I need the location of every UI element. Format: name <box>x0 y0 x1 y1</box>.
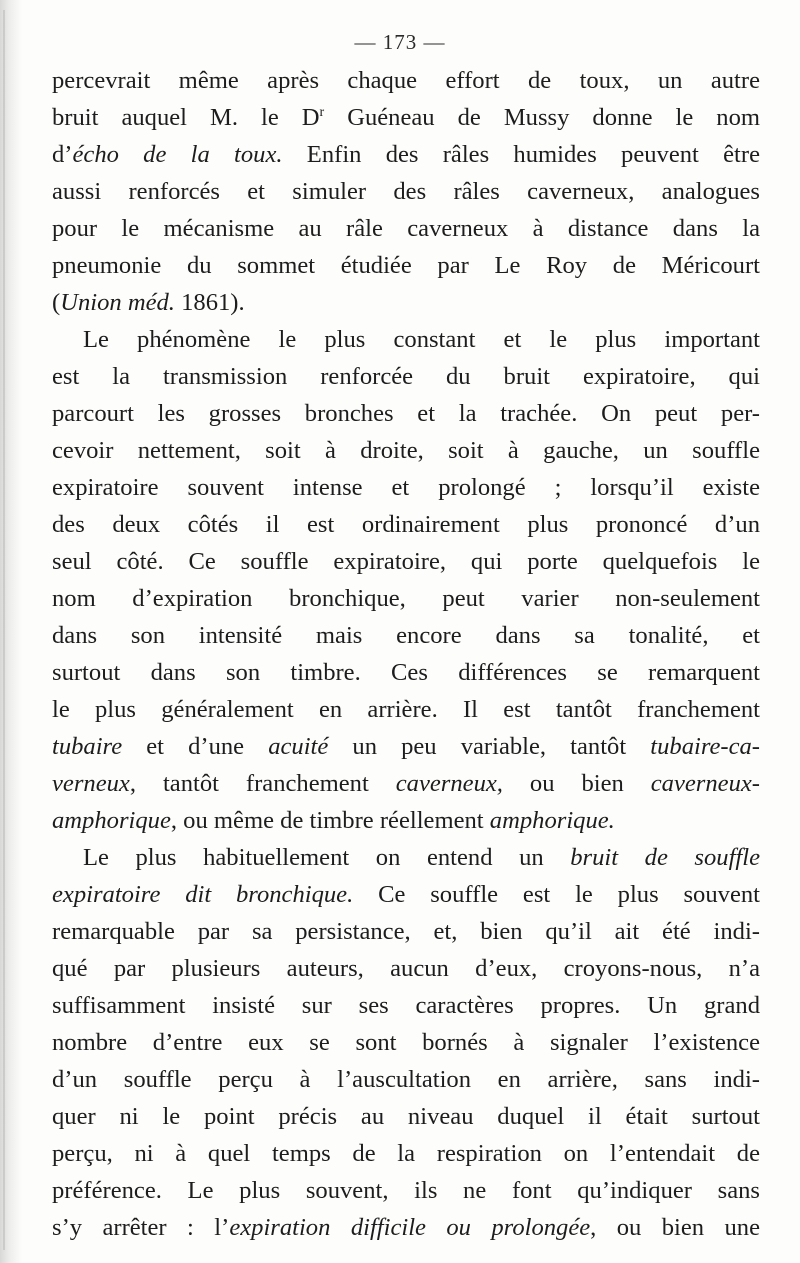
text-segment: expiratoire souvent intense et prolongé ; lorsqu’il existe <box>52 474 760 501</box>
italic-text: Union méd. <box>60 289 175 316</box>
text-segment: dans son intensité mais encore dans sa tonalité, et <box>52 622 760 649</box>
text-segment: , ou même de timbre réellement <box>170 807 490 834</box>
text-segment: suffisamment insisté sur ses caractères propres. Un grand <box>52 992 760 1019</box>
text-line <box>52 765 760 802</box>
text-line <box>52 987 760 1024</box>
text-segment: parcourt les grosses bronches et la trachée. On peut per- <box>52 400 760 427</box>
text-segment: surtout dans son timbre. Ces différences se remarquent <box>52 659 760 686</box>
italic-text: écho de la toux. <box>72 141 283 168</box>
text-segment: nombre d’entre eux se sont bornés à signaler l’existence <box>52 1029 760 1056</box>
text-segment: préférence. Le plus souvent, ils ne font qu’indiquer sans <box>52 1177 760 1204</box>
text-line <box>52 876 760 913</box>
text-segment: perçu, ni à quel temps de la respiration on l’entendait de <box>52 1140 760 1167</box>
italic-text: amphorique <box>52 807 171 834</box>
text-segment: , ou bien une <box>590 1214 761 1241</box>
text-line <box>52 432 760 469</box>
text-line <box>52 1172 760 1209</box>
text-line <box>52 543 760 580</box>
text-segment: nom d’expiration bronchique, peut varier non-seulement <box>52 585 760 612</box>
text-segment: 1861). <box>174 289 245 316</box>
text-segment: est la transmission renforcée du bruit expiratoire, qui <box>52 363 760 390</box>
text-segment: bruit auquel M. le D <box>52 104 320 131</box>
binding-edge <box>3 10 5 1250</box>
text-line <box>52 728 760 765</box>
text-line <box>52 1061 760 1098</box>
text-line <box>52 1135 760 1172</box>
text-line <box>52 210 760 247</box>
text-line <box>52 358 760 395</box>
italic-text: tubaire-ca- <box>650 733 760 760</box>
text-segment: Le phénomène le plus constant et le plus important <box>83 326 760 353</box>
text-line <box>52 321 760 358</box>
text-segment: quer ni le point précis au niveau duquel il était surtout <box>52 1103 760 1130</box>
text-segment: d’ <box>52 141 73 168</box>
text-line <box>52 247 760 284</box>
text-segment: Enfin des râles humides peuvent être <box>282 141 760 168</box>
text-segment: pneumonie du sommet étudiée par Le Roy de Méricourt <box>52 252 760 279</box>
text-segment: des deux côtés il est ordinairement plus prononcé d’un <box>52 511 760 538</box>
text-line <box>52 506 760 543</box>
text-segment: seul côté. Ce souffle expiratoire, qui porte quelquefois le <box>52 548 760 575</box>
text-segment: le plus généralement en arrière. Il est tantôt franchement <box>52 696 760 723</box>
page-number: — 173 — <box>354 30 446 54</box>
text-line <box>52 99 760 136</box>
text-line <box>52 173 760 210</box>
italic-text: caverneux, <box>395 770 503 797</box>
text-line <box>52 62 760 99</box>
text-segment: , tantôt franchement <box>129 770 396 797</box>
text-line <box>52 136 760 173</box>
text-line <box>52 913 760 950</box>
text-segment: percevrait même après chaque effort de toux, un autre <box>52 67 760 94</box>
text-segment: ou bien <box>502 770 651 797</box>
text-segment: qué par plusieurs auteurs, aucun d’eux, croyons-nous, n’a <box>52 955 760 982</box>
text-segment: Ce souffle est le plus souvent <box>353 881 760 908</box>
text-line <box>52 654 760 691</box>
italic-text: expiratoire dit bronchique. <box>52 881 354 908</box>
italic-text: verneux <box>52 770 130 797</box>
body-text <box>52 62 760 1246</box>
text-line <box>52 1024 760 1061</box>
text-segment: ( <box>52 289 61 316</box>
text-segment: cevoir nettement, soit à droite, soit à gauche, un souffle <box>52 437 760 464</box>
text-segment: remarquable par sa persistance, et, bien qu’il ait été indi- <box>52 918 760 945</box>
text-line <box>52 580 760 617</box>
text-segment: d’un souffle perçu à l’auscultation en arrière, sans indi- <box>52 1066 760 1093</box>
text-segment: pour le mécanisme au râle caverneux à distance dans la <box>52 215 760 242</box>
italic-text: tubaire <box>52 733 123 760</box>
text-line <box>52 1209 760 1246</box>
text-line <box>52 691 760 728</box>
text-line <box>52 617 760 654</box>
text-line <box>52 469 760 506</box>
italic-text: expiration difficile ou prolongée <box>229 1214 591 1241</box>
text-line <box>52 950 760 987</box>
text-line <box>52 802 760 839</box>
text-segment: s’y arrêter : l’ <box>52 1214 230 1241</box>
text-segment: Le plus habituellement on entend un <box>83 844 571 871</box>
superscript: r <box>319 105 325 120</box>
italic-text: acuité <box>268 733 329 760</box>
italic-text: bruit de souffle <box>570 844 761 871</box>
text-segment: aussi renforcés et simuler des râles caverneux, analogues <box>52 178 760 205</box>
text-segment: un peu variable, tantôt <box>328 733 651 760</box>
text-line <box>52 395 760 432</box>
text-line <box>52 284 760 321</box>
text-line <box>52 839 760 876</box>
text-segment: Guéneau de Mussy donne le nom <box>324 104 760 131</box>
italic-text: caverneux- <box>650 770 760 797</box>
text-line <box>52 1098 760 1135</box>
text-segment: et d’une <box>122 733 269 760</box>
italic-text: amphorique. <box>489 807 615 834</box>
